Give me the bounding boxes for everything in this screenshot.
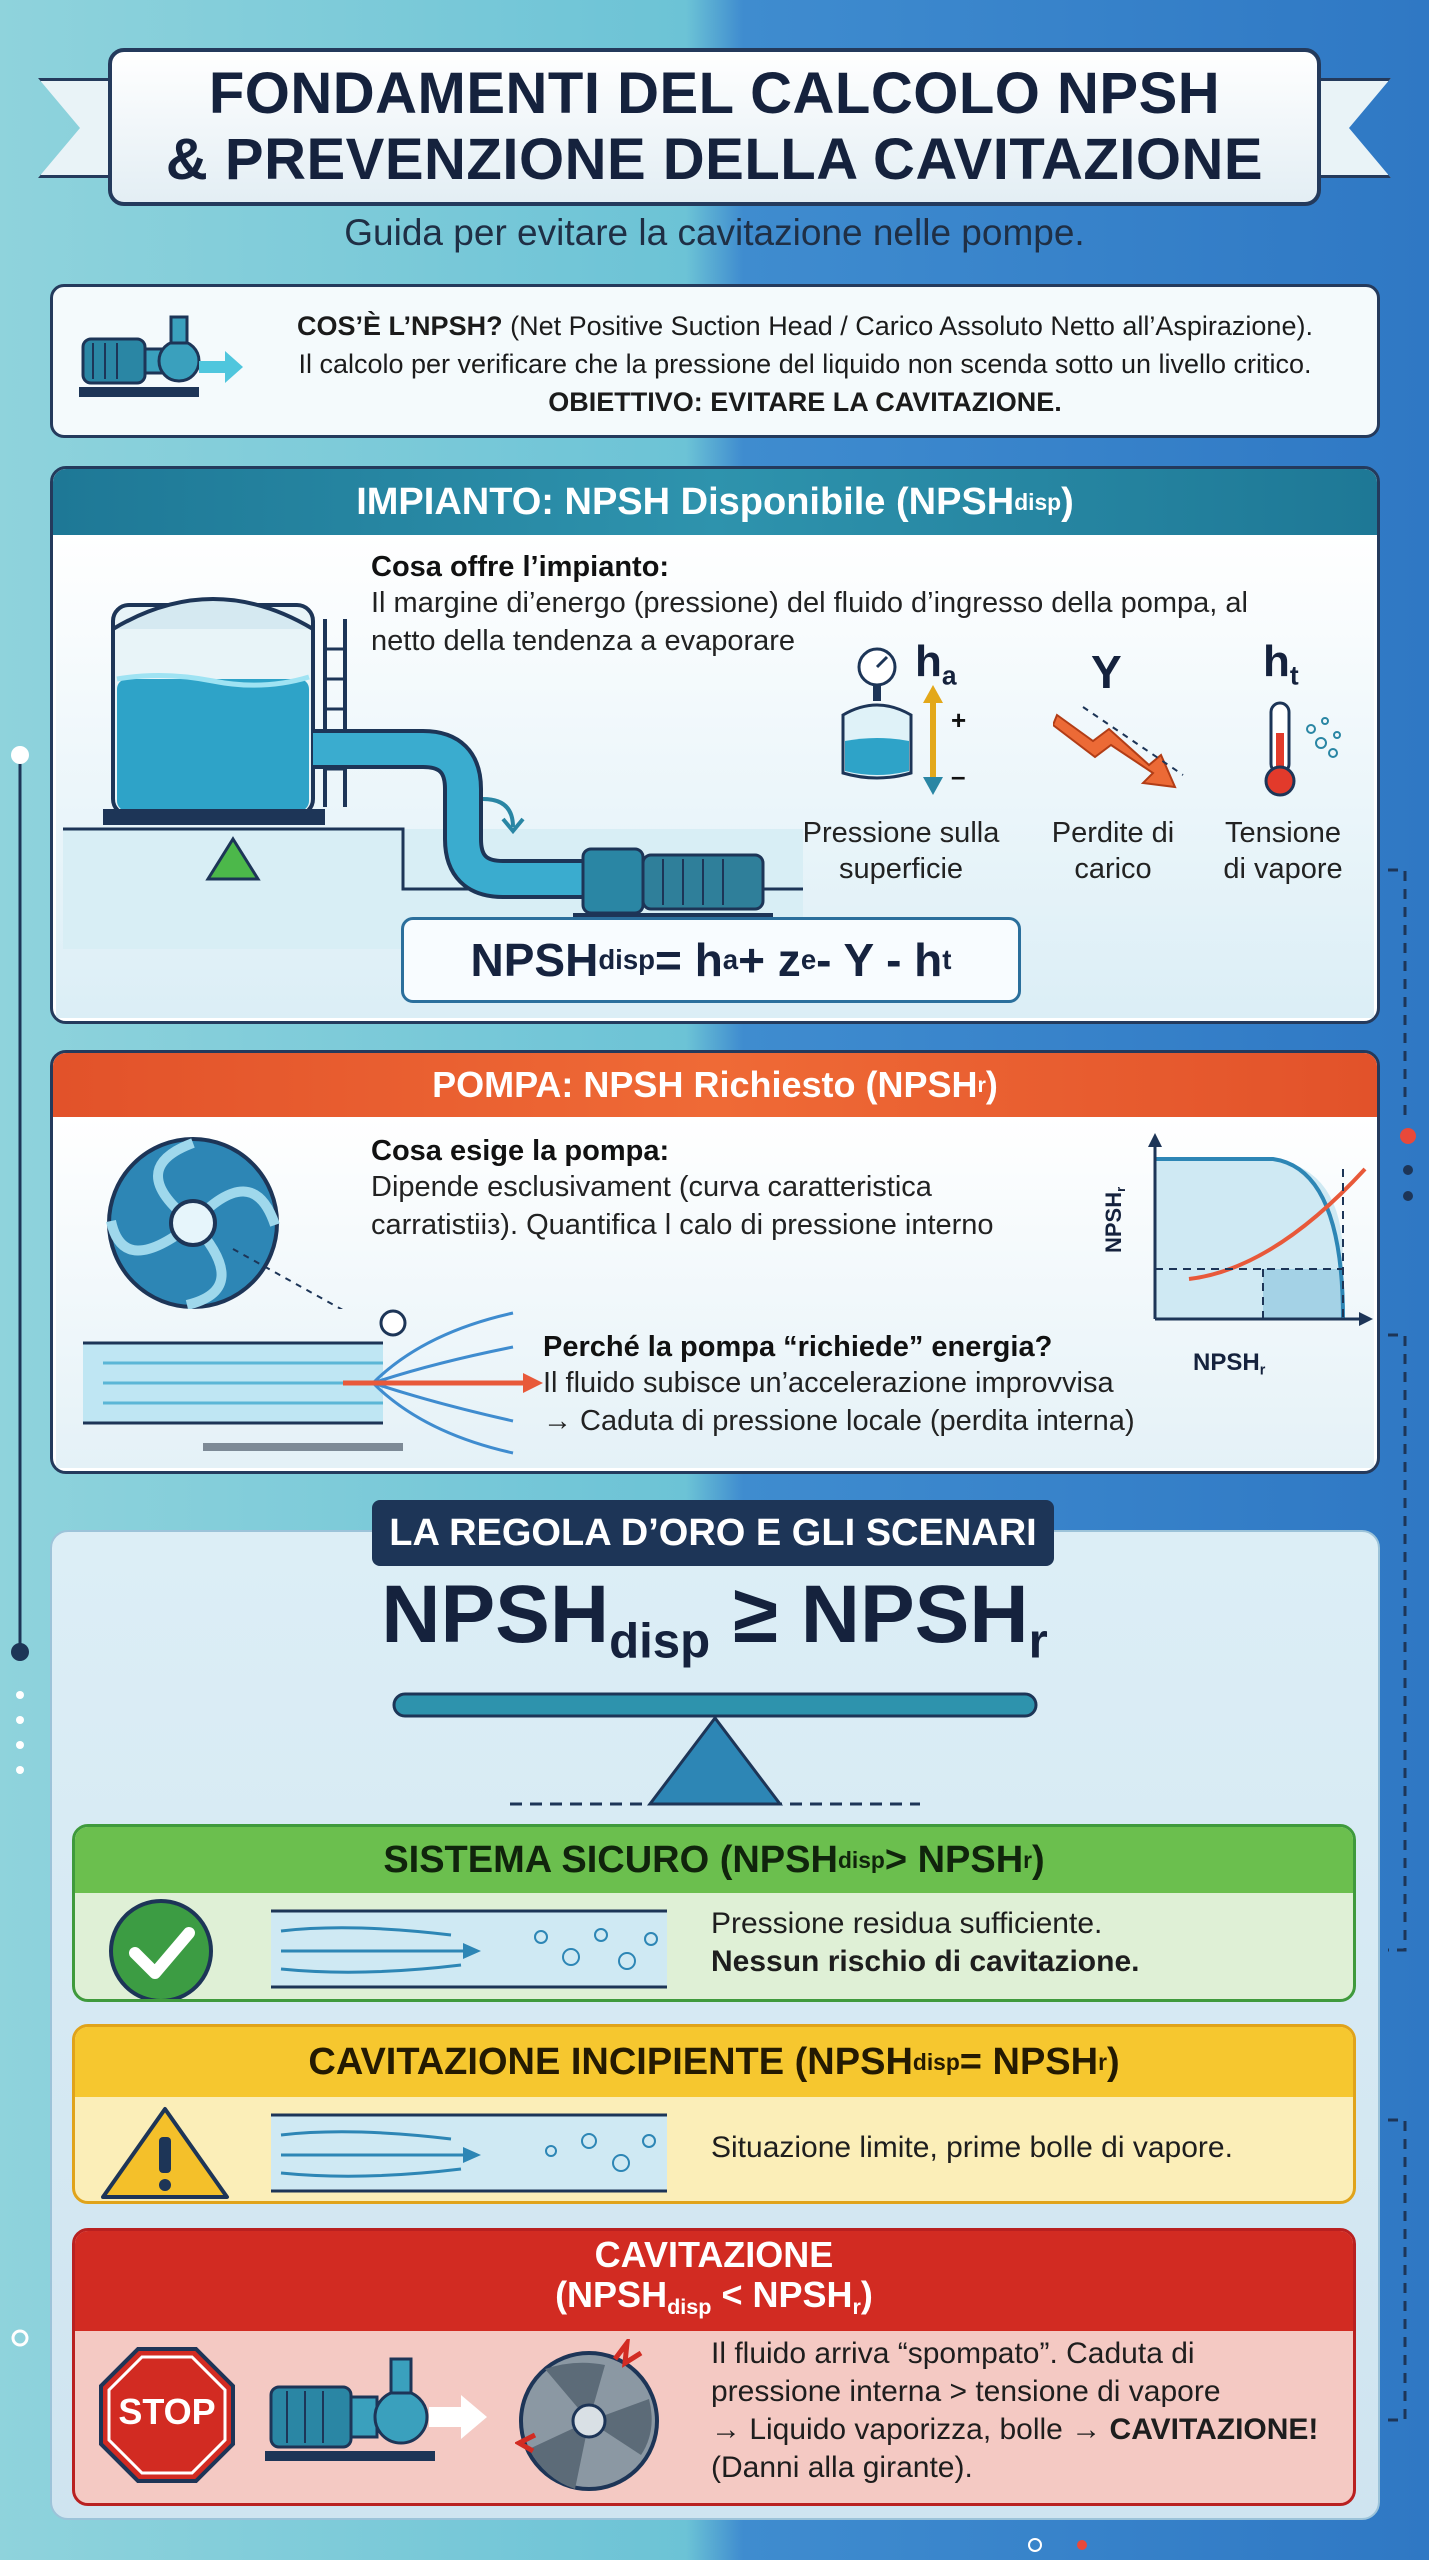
scenario-cavitation — [72, 2228, 1356, 2506]
cav-text-3b: CAVITAZIONE! — [1109, 2413, 1319, 2446]
plant-heading-close: ) — [1061, 480, 1074, 523]
label-losses-2: carico — [1074, 853, 1152, 885]
chart-y-label-main: NPSH — [1101, 1191, 1126, 1253]
plant-section — [50, 466, 1380, 1024]
safe-text-1: Pressione residua sufficiente. — [711, 1907, 1103, 1940]
cav-head-sub-2: r — [852, 2293, 861, 2319]
cav-head-line-2 — [555, 2275, 873, 2327]
pump-demand-title: Cosa esige la pompa: — [371, 1135, 670, 1167]
plant-offer-title: Cosa offre l’impianto: — [371, 551, 670, 583]
inc-head-a: CAVITAZIONE INCIPIENTE (NPSH — [308, 2040, 913, 2083]
inc-head-c: ) — [1106, 2040, 1120, 2083]
safe-text-2: Nessun rischio di cavitazione. — [711, 1945, 1140, 1978]
inc-head-sub-1: disp — [912, 2048, 960, 2075]
npsh-available-formula — [401, 917, 1021, 1003]
cav-text-1: Il fluido arriva “spompato”. Caduta di — [711, 2337, 1195, 2370]
formula-sub-4: t — [942, 944, 952, 975]
plant-offer-line-2: netto della tendenza a evaporare — [371, 625, 796, 657]
cav-head-a: (NPSH — [555, 2274, 668, 2316]
label-losses — [1033, 815, 1193, 887]
pump-why-line-1: Il fluido subisce un’accelerazione improvvisa — [543, 1367, 1114, 1399]
intro-box — [50, 284, 1380, 438]
rule-formula-sub-2: r — [1028, 1613, 1048, 1669]
chart-x-label-main: NPSH — [1193, 1349, 1260, 1376]
symbol-ht-sub: t — [1289, 660, 1299, 691]
label-pressure-2: superficie — [838, 853, 964, 885]
safe-head-sub-2: r — [1023, 1846, 1033, 1873]
pump-heading-text: POMPA: NPSH Richiesto (NPSH — [432, 1064, 978, 1105]
formula-sub-1: disp — [598, 944, 656, 975]
flow-pipe-safe-icon — [271, 1907, 671, 1991]
rule-formula-sub-1: disp — [609, 1613, 711, 1669]
cav-text-4: (Danni alla girante). — [711, 2451, 973, 2484]
head-loss-arrow-icon — [1053, 705, 1193, 795]
damaged-impeller-icon — [515, 2339, 665, 2499]
page-title-line-2: & PREVENZIONE DELLA CAVITAZIONE — [165, 127, 1264, 192]
check-icon — [105, 1899, 225, 2002]
symbol-ha-main: h — [915, 637, 942, 686]
pump-heading-sub: r — [977, 1072, 986, 1097]
plant-offer-line-1: Il margine di’energo (pressione) del fluido d’ingresso della pompa, al — [371, 587, 1248, 619]
scenario-cavitation-text — [711, 2335, 1351, 2487]
balance-icon — [380, 1686, 1050, 1816]
cav-text-3 — [711, 2411, 1351, 2449]
intro-line-2: Il calcolo per verificare che la pressione del liquido non scenda sotto un livello critico. — [298, 349, 1312, 379]
chart-y-label-sub: r — [1113, 1186, 1129, 1192]
rule-formula-op: ≥ NPSH — [710, 1569, 1029, 1660]
symbol-ht — [1263, 637, 1299, 691]
pump-why-block — [543, 1331, 1263, 1440]
pump-cavitation-icon — [265, 2357, 505, 2477]
scenario-incipient-text: Situazione limite, prime bolle di vapore. — [711, 2131, 1233, 2164]
chart-y-label — [1101, 1187, 1128, 1253]
safe-head-b: > NPSH — [884, 1838, 1024, 1881]
pump-heading-close: ) — [985, 1064, 998, 1105]
thermometer-icon — [1249, 699, 1359, 799]
formula-part-4: - Y - h — [816, 934, 943, 986]
safe-head-c: ) — [1032, 1838, 1045, 1881]
cav-head-sub-1: disp — [667, 2293, 712, 2319]
label-losses-1: Perdite di — [1051, 817, 1175, 849]
formula-sub-2: a — [722, 944, 739, 975]
scenario-safe-heading — [75, 1827, 1353, 1893]
golden-rule-tag: LA REGOLA D’ORO E GLI SCENARI — [372, 1500, 1054, 1566]
stop-sign-label: STOP — [118, 2391, 216, 2432]
minus-sign: – — [951, 761, 966, 791]
symbol-ha-sub: a — [941, 660, 957, 691]
formula-part-2: = h — [655, 934, 723, 986]
cav-head-line-1: CAVITAZIONE — [594, 2234, 834, 2276]
pump-icon — [75, 309, 245, 419]
symbol-ht-main: h — [1263, 637, 1290, 686]
pump-why-line-2: → Caduta di pressione locale (perdita interna) — [543, 1405, 1135, 1437]
intro-lead: COS’È L’NPSH? — [297, 311, 503, 341]
intro-text — [249, 307, 1361, 421]
scenario-safe — [72, 1824, 1356, 2002]
plus-sign: + — [951, 705, 967, 735]
plant-section-heading — [53, 469, 1377, 535]
scenario-safe-text — [711, 1905, 1139, 1981]
scenario-incipient-heading — [75, 2027, 1353, 2097]
cav-text-2: pressione interna > tensione di vapore — [711, 2375, 1221, 2408]
warning-icon — [99, 2103, 239, 2203]
inc-head-sub-2: r — [1098, 2048, 1107, 2075]
formula-part-3: + z — [738, 934, 801, 986]
label-pressure-1: Pressione sulla — [802, 817, 1000, 849]
symbol-ha — [915, 637, 957, 691]
rule-formula-part-1: NPSH — [381, 1569, 610, 1660]
intro-objective: OBIETTIVO: EVITARE LA CAVITAZIONE. — [548, 387, 1062, 417]
plant-offer-block — [371, 551, 1361, 660]
cav-head-b: < NPSH — [711, 2274, 853, 2316]
pump-why-title: Perché la pompa “richiede” energia? — [543, 1331, 1053, 1363]
intro-lead-rest: (Net Positive Suction Head / Carico Assoluto Netto all’Aspirazione). — [502, 311, 1313, 341]
chart-x-label-sub: r — [1259, 1362, 1266, 1379]
symbol-y: Y — [1091, 646, 1122, 698]
page-subtitle: Guida per evitare la cavitazione nelle pompe. — [344, 212, 1085, 253]
cav-head-c: ) — [860, 2274, 873, 2316]
formula-part-1: NPSH — [470, 934, 599, 986]
pump-section-heading — [53, 1053, 1377, 1117]
scenario-incipient — [72, 2024, 1356, 2204]
pump-demand-line-2: carratistiiз). Quantifica l calo di pressione interno — [371, 1209, 994, 1241]
cav-text-3a: → Liquido vaporizza, bolle → — [711, 2413, 1110, 2446]
pump-demand-block — [371, 1135, 1111, 1244]
plant-heading-sub: disp — [1014, 488, 1062, 515]
label-vapor-2: di vapore — [1223, 853, 1343, 885]
flow-pipe-incipient-icon — [271, 2111, 671, 2195]
safe-head-sub-1: disp — [837, 1846, 885, 1873]
pump-demand-line-1: Dipende esclusivament (curva caratteristica — [371, 1171, 932, 1203]
pump-section — [50, 1050, 1380, 1474]
page-title-line-1: FONDAMENTI DEL CALCOLO NPSH — [208, 61, 1221, 126]
formula-sub-3: e — [800, 944, 817, 975]
plant-heading-text: IMPIANTO: NPSH Disponibile (NPSH — [356, 480, 1015, 523]
inc-head-b: = NPSH — [959, 2040, 1099, 2083]
flow-acceleration-icon — [83, 1303, 553, 1463]
label-vapor — [1203, 815, 1363, 887]
label-pressure — [781, 815, 1021, 887]
scenario-cavitation-heading — [75, 2231, 1353, 2331]
label-vapor-1: Tensione — [1224, 817, 1342, 849]
safe-head-a: SISTEMA SICURO (NPSH — [383, 1838, 838, 1881]
golden-rule-formula — [0, 1568, 1429, 1670]
